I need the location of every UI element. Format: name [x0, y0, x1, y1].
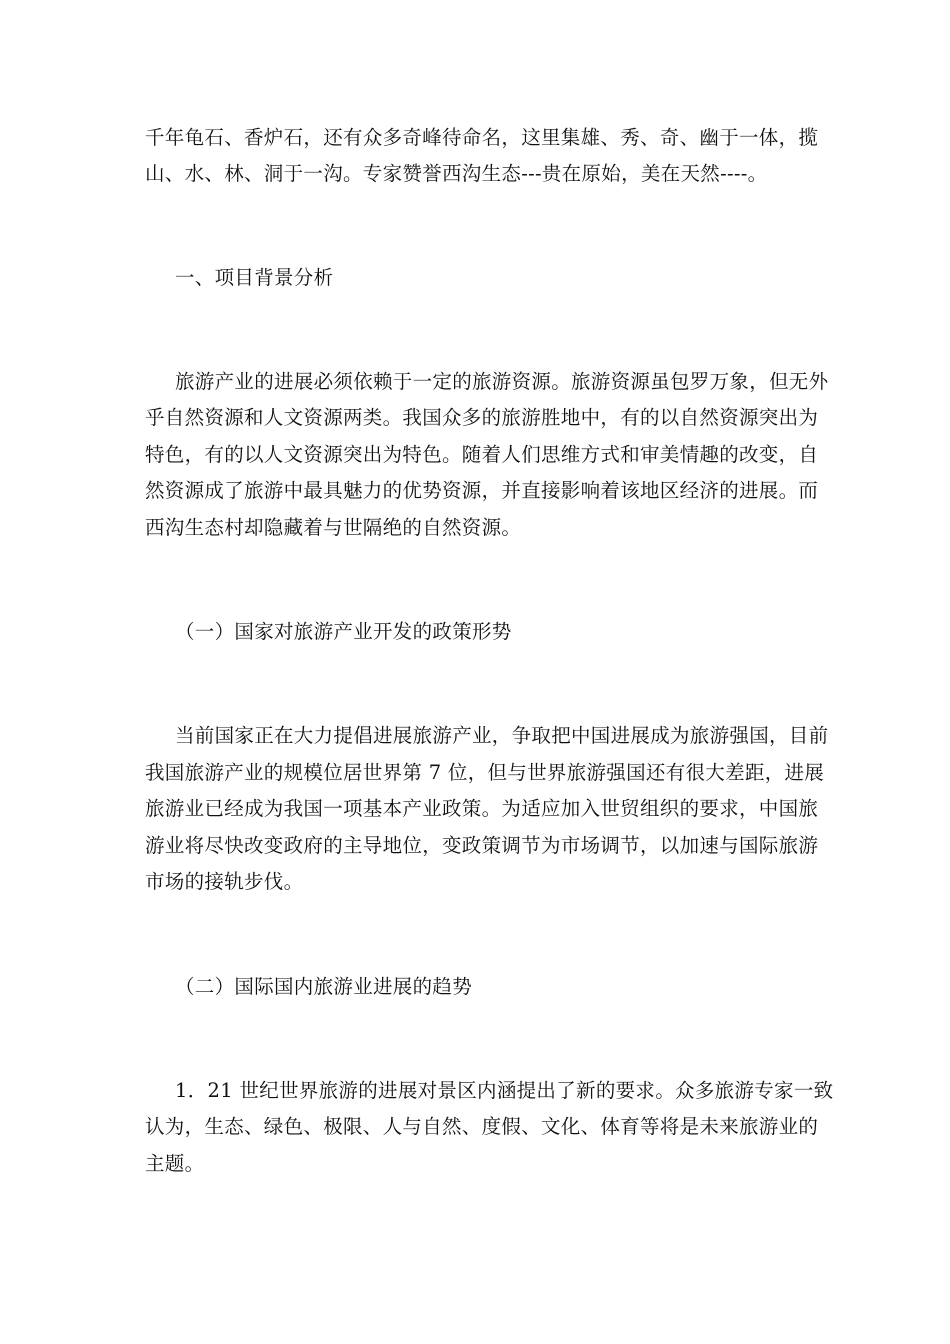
policy-line-3: 旅游业已经成为我国一项基本产业政策。为适应加入世贸组织的要求，中国旅: [145, 797, 819, 820]
resources-line-3: 特色，有的以人文资源突出为特色。随着人们思维方式和审美情趣的改变，自: [145, 443, 819, 466]
intro-line-2: 山、水、林、洞于一沟。专家赞誉西沟生态---贵在原始，美在天然----。: [145, 162, 768, 185]
resources-line-5: 西沟生态村却隐藏着与世隔绝的自然资源。: [145, 516, 522, 539]
intro-line-1: 千年龟石、香炉石，还有众多奇峰待命名，这里集雄、秀、奇、幽于一体，揽: [145, 126, 819, 149]
resources-line-1: 旅游产业的进展必须依赖于一定的旅游资源。旅游资源虽包罗万象，但无外: [175, 370, 829, 393]
trend-line-2: 认为，生态、绿色、极限、人与自然、度假、文化、体育等将是未来旅游业的: [145, 1115, 819, 1138]
resources-line-2: 乎自然资源和人文资源两类。我国众多的旅游胜地中，有的以自然资源突出为: [145, 406, 819, 429]
section-heading-background: 一、项目背景分析: [175, 266, 334, 289]
trend-line-3: 主题。: [145, 1152, 205, 1175]
trend-line-1: 1．21 世纪世界旅游的进展对景区内涵提出了新的要求。众多旅游专家一致: [175, 1079, 834, 1102]
policy-line-5: 市场的接轨步伐。: [145, 870, 304, 893]
subsection-heading-policy: （一）国家对旅游产业开发的政策形势: [175, 620, 512, 643]
resources-line-4: 然资源成了旅游中最具魅力的优势资源，并直接影响着该地区经济的进展。而: [145, 479, 819, 502]
policy-line-1: 当前国家正在大力提倡进展旅游产业，争取把中国进展成为旅游强国，目前: [175, 724, 829, 747]
policy-line-2: 我国旅游产业的规模位居世界第 7 位，但与世界旅游强国还有很大差距，进展: [145, 761, 825, 784]
subsection-heading-trends: （二）国际国内旅游业进展的趋势: [175, 975, 473, 998]
policy-line-4: 游业将尽快改变政府的主导地位，变政策调节为市场调节，以加速与国际旅游: [145, 834, 819, 857]
